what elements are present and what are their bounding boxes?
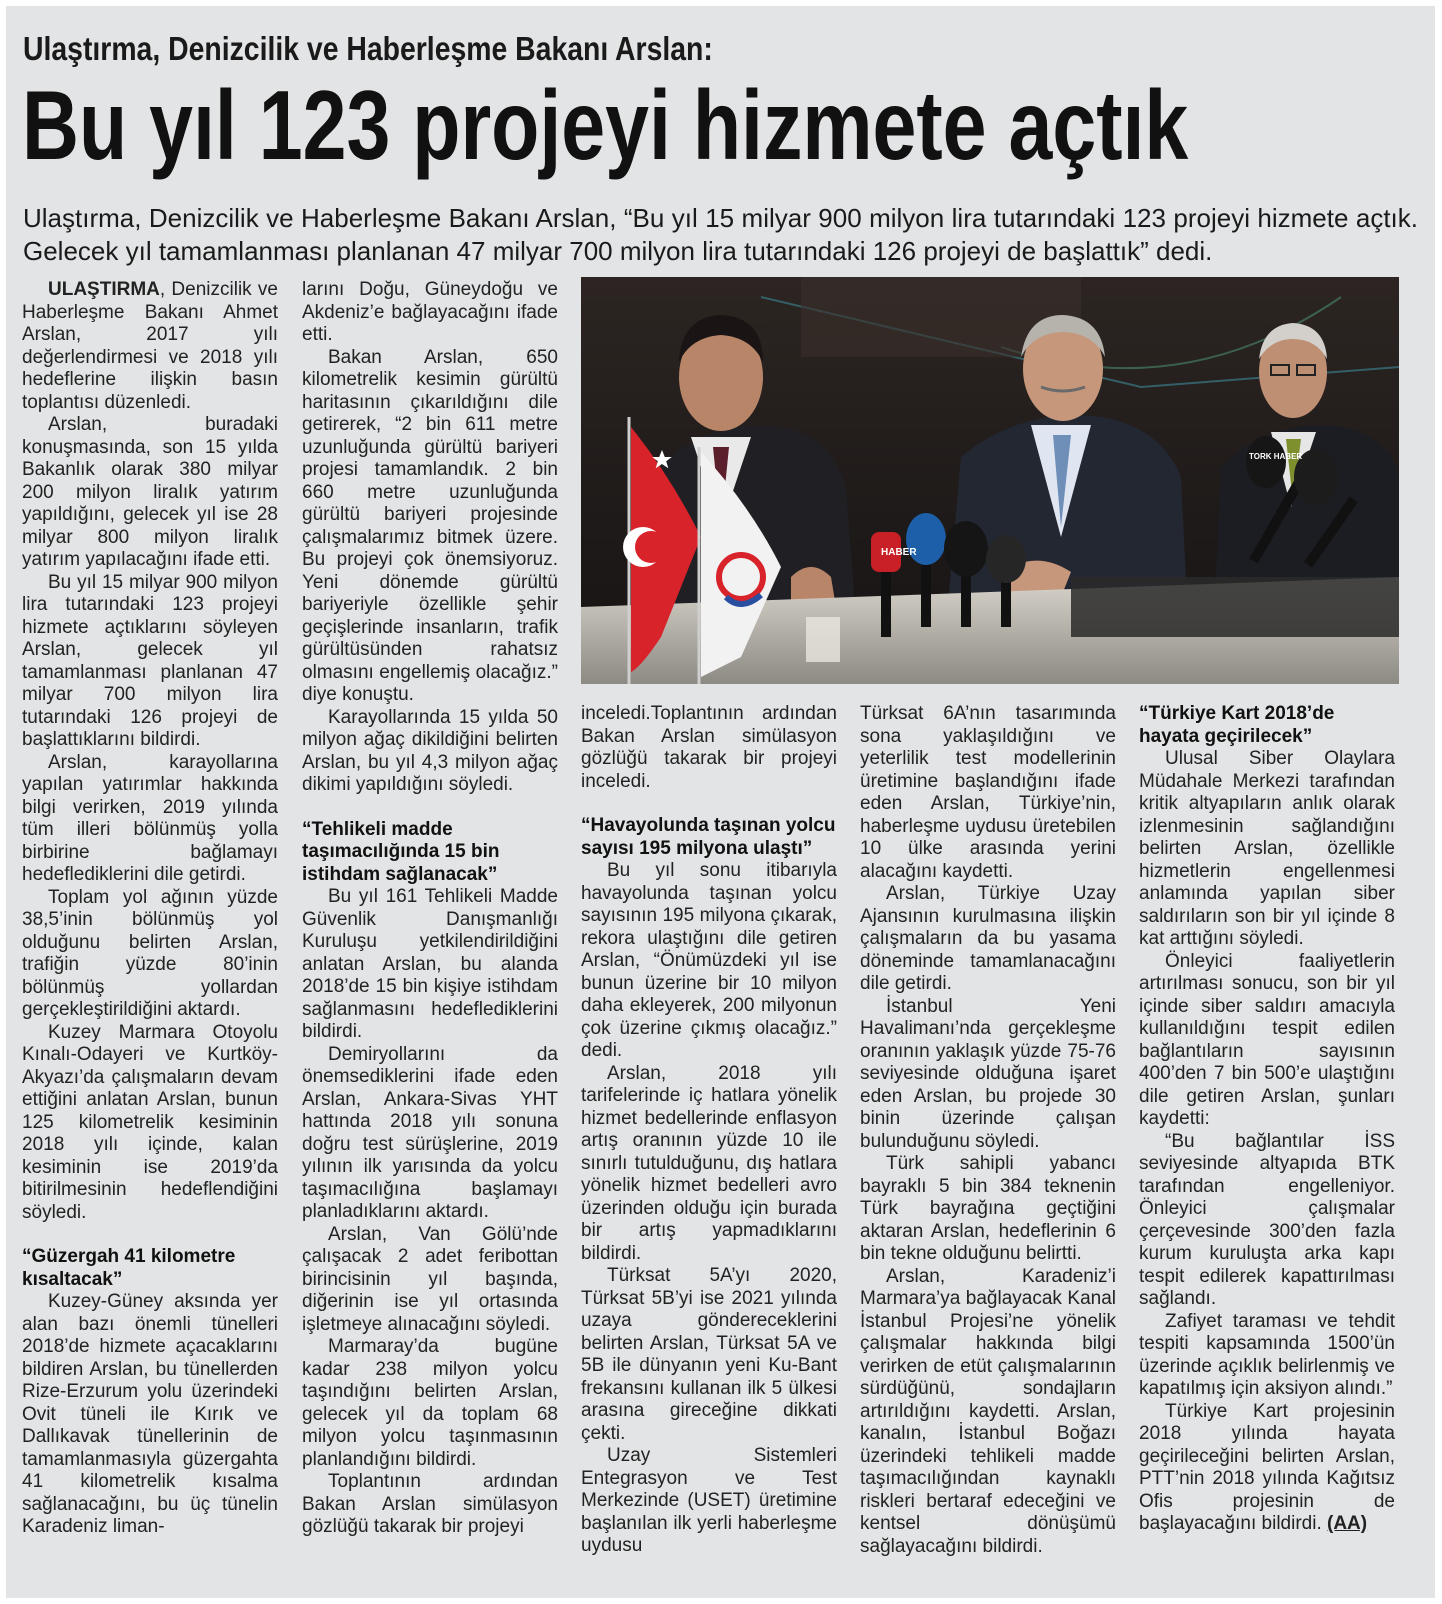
subheading: “Türkiye Kart 2018’de hayata geçirilecek”: [1139, 703, 1335, 747]
paragraph: Toplam yol ağının yüzde 38,5’inin bölünmüş yol olduğunu belirten Arslan, trafiğin yüzde 80’inin bölünmüş yollardan gerçekleştirildiğini aktardı.: [22, 886, 278, 1020]
article-column-3: [581, 703, 837, 1591]
paragraph: larını Doğu, Güneydoğu ve Akdeniz’e bağlayacağını ifade etti.: [302, 279, 558, 345]
article-column-4: [860, 703, 1116, 1591]
subheading: “Güzergah 41 kilometre kısaltacak”: [22, 1246, 236, 1290]
paragraph: Ulusal Siber Olaylara Müdahale Merkezi tarafından kritik altyapıların anlık olarak izlenmesinin sağlandığını belirten Arslan, özellikle hizmetlerin engellenmesi anlamında yapılan siber saldırıların son bir yıl içinde 8 kat arttığını söyledi.: [1139, 748, 1395, 949]
mic-label-haber: HABER: [881, 547, 917, 558]
article-column-2: [302, 279, 558, 1591]
paragraph: Kuzey Marmara Otoyolu Kınalı-Odayeri ve Kurtköy-Akyazı’da çalışmaların devam ettiğini anlatan Arslan, bunun 125 kilometrelik kesiminin 2018 yılı içinde, kalan kesiminin ise 2019’da bitirilmesinin hedeflendiğini söyledi.: [22, 1021, 278, 1223]
photo-illustration: [581, 277, 1399, 684]
water-glass: [806, 617, 840, 662]
paragraph: İstanbul Yeni Havalimanı’nda gerçekleşme oranının yaklaşık yüzde 75-76 seviyesinde olduğuna işaret eden Arslan, bu projede 30 binin üzerinde çalışan bulunduğunu söyledi.: [860, 995, 1116, 1152]
article-kicker: Ulaştırma, Denizcilik ve Haberleşme Bakanı Arslan:: [23, 30, 713, 67]
paragraph: “Bu bağlantılar İSS seviyesinde altyapıda BTK tarafından engelleniyor. Önleyici çalışmalar çerçevesinde 300’den fazla kurum kuruluşta arka kapı tespit edilerek kapattırılması sağlandı.: [1139, 1130, 1395, 1309]
article-column-5: [1139, 703, 1395, 1591]
paragraph: Bu yıl 161 Tehlikeli Madde Güvenlik Danışmanlığı Kuruluşu yetkilendirildiğini anlatan Arslan, bu alanda 2018’de 15 bin kişiye istihdam sağlanmasını hedeflediklerini bildirdi.: [302, 886, 558, 1042]
subheading: “Havayolunda taşınan yolcu sayısı 195 milyona ulaştı”: [581, 815, 836, 859]
source-credit: (AA): [1327, 1513, 1368, 1534]
paragraph: Zafiyet taraması ve tehdit tespiti kapsamında 1500’ün üzerinde açıklık belirlenmiş ve kapatılmış için aksiyon alındı.”: [1139, 1310, 1395, 1399]
paragraph: Marmaray’da bugüne kadar 238 milyon yolcu taşındığını belirten Arslan, gelecek yıl da toplam 68 milyon yolcu taşınmasının planlandığını bildirdi.: [302, 1336, 558, 1470]
paragraph: Arslan, Karadeniz’i Marmara’ya bağlayacak Kanal İstanbul Projesi’ne yönelik çalışmalar hakkında bilgi verirken de etüt çalışmalarının sürdüğünü, sondajların artırıldığını kaydetti. Arslan, kanalın, İstanbul Boğazı üzerindeki tehlikeli madde taşımacılığından kaynaklı riskleri bertaraf edeceğini ve kentsel dönüşümü sağlayacağını bildirdi.: [860, 1265, 1116, 1557]
press-conference-photo: [581, 277, 1399, 684]
paragraph: Türksat 6A’nın tasarımında sona yaklaşıldığını ve yeterlilik test modellerinin üretimine başlandığını ifade eden Arslan, Türkiye’nin, haberleşme uydusu üretebilen 10 ülke arasında yerini alacağını kaydetti.: [860, 703, 1116, 882]
paragraph: Arslan, Van Gölü’nde çalışacak 2 adet feribottan birincisinin yıl başında, diğerinin ise yıl ortasında işletmeye alınacağını söyledi.: [302, 1223, 558, 1335]
paragraph: Karayollarında 15 yılda 50 milyon ağaç dikildiğini belirten Arslan, bu yıl 4,3 milyon ağaç dikimi yapıldığını söyledi.: [302, 706, 558, 795]
paragraph: Önleyici faaliyetlerin artırılması sonucu, son bir yıl içinde siber saldırı amacıyla kullanıldığını tespit edilen bağlantıların sayısının 400’den 7 bin 500’e ulaştığını dile getiren Arslan, şunları kaydetti:: [1139, 950, 1395, 1129]
paragraph: Demiryollarını da önemsediklerini ifade eden Arslan, Ankara-Sivas YHT hattında 2018 yılı sonuna doğru test sürüşlerine, 2019 yılının ilk yarısında da yolcu taşımacılığına başlamayı planladıklarını aktardı.: [302, 1043, 558, 1222]
paragraph: Toplantının ardından Bakan Arslan simülasyon gözlüğü takarak bir projeyi: [302, 1471, 558, 1537]
newspaper-page: [6, 6, 1435, 1598]
paragraph: Bu yıl sonu itibarıyla havayolunda taşınan yolcu sayısının 195 milyona çıkarak, rekora ulaştığını dile getiren Arslan, “Önümüzdeki yıl ise bunun üzerine bir 10 milyon daha ekleyerek, 200 milyonun çok üzerine çıkmış olacağız.” dedi.: [581, 860, 837, 1061]
paragraph: Bu yıl 15 milyar 900 milyon lira tutarındaki 123 projeyi hizmete açtıklarını söyleyen Arslan, gelecek yıl tamamlanması planlanan 47 milyar 700 milyon lira tutarındaki 126 projeyi de başlattıklarını bildirdi.: [22, 571, 278, 750]
paragraph: inceledi.Toplantının ardından Bakan Arslan simülasyon gözlüğü takarak bir projeyi inceledi.: [581, 703, 837, 792]
paragraph: Kuzey-Güney aksında yer alan bazı önemli tünelleri 2018’de hizmete açacaklarını bildiren Arslan, bu tünellerden Rize-Erzurum yolu üzerindeki Ovit tüneli ile Kırık ve Dallıkavak tünellerinin de tamamlanmasıyla güzergahta 41 kilometrelik kısalma sağlanacağını, bu üç tünelin Karadeniz liman-: [22, 1291, 278, 1537]
paragraph: Bakan Arslan, 650 kilometrelik kesimin gürültü haritasının çıkarıldığını dile getirerek, “2 bin 611 metre uzunluğunda gürültü bariyeri projesi tamamlandık. 2 bin 660 metre uzunluğunda gürültü bariyeri projesinde çalışmalarımız bitmek üzere. Bu projeyi çok önemsiyoruz. Yeni dönemde gürültü bariyeriyle özellikle şehir geçişlerinde insanların, trafik gürültüsünden rahatsız olmasını engellemiş olacağız.” diye konuştu.: [302, 346, 558, 705]
paragraph: Türkiye Kart projesinin 2018 yılında hayata geçirileceğini belirten Arslan, PTT’nin 2018 yılında Kağıtsız Ofis projesinin de başlayacağını bildirdi.: [1139, 1400, 1395, 1534]
table-monitor: [1071, 577, 1399, 637]
article-column-1: [22, 279, 278, 1591]
paragraph: , Denizcilik ve Haberleşme Bakanı Ahmet Arslan, 2017 yılı değerlendirmesi ve 2018 yılı hedeflerine ilişkin basın toplantısı düzenledi.: [22, 279, 278, 413]
dateline: ULAŞTIRMA: [48, 279, 160, 300]
subheading: “Tehlikeli madde taşımacılığında 15 bin istihdam sağlanacak”: [302, 818, 500, 885]
article-lead: Ulaştırma, Denizcilik ve Haberleşme Bakanı Arslan, “Bu yıl 15 milyar 900 milyon lira tutarındaki 123 projeyi hizmete açtık. Gelecek yıl tamamlanması planlanan 47 milyar 700 milyon lira tutarındaki 126 projeyi de başlattık” dedi.: [23, 203, 1418, 266]
mic-label-tork: TORK HABER: [1249, 452, 1303, 461]
paragraph: Türksat 5A’yı 2020, Türksat 5B’yi ise 2021 yılında uzaya göndereceklerini belirten Arslan, Türksat 5A ve 5B ile dünyanın yeni Ku-Bant frekansını kullanan ilk 5 ülkesi arasına gireceğine dikkati çekti.: [581, 1265, 837, 1444]
article-headline: Bu yıl 123 projeyi hizmete açtık: [22, 70, 1189, 180]
paragraph: Arslan, 2018 yılı tarifelerinde iç hatlara yönelik hizmet bedellerinde enflasyon artış oranının yüzde 10 ile sınırlı tutulduğunu, dış hatlara yönelik hizmet bedelleri avro üzerinden olduğu için burada bir artış yapmadıklarını bildirdi.: [581, 1062, 837, 1264]
paragraph: Uzay Sistemleri Entegrasyon ve Test Merkezinde (USET) üretimine başlanılan ilk yerli haberleşme uydusu: [581, 1445, 837, 1556]
paragraph: Türk sahipli yabancı bayraklı 5 bin 384 teknenin Türk bayrağına geçtiğini aktaran Arslan, hedeflerinin 6 bin tekne olduğunu belirtti.: [860, 1153, 1116, 1264]
paragraph: Arslan, Türkiye Uzay Ajansının kurulmasına ilişkin çalışmaların da bu yasama döneminde tamamlanacağını dile getirdi.: [860, 883, 1116, 994]
paragraph: Arslan, buradaki konuşmasında, son 15 yılda Bakanlık olarak 380 milyar 200 milyon liralık yatırım yapıldığını, gelecek yıl ise 28 milyar 800 milyon liralık yatırım yapılacağını ifade etti.: [22, 414, 278, 570]
paragraph: Arslan, karayollarına yapılan yatırımlar hakkında bilgi verirken, 2019 yılında tüm illeri bölünmüş yolla birbirine bağlamayı hedeflediklerini dile getirdi.: [22, 751, 278, 885]
